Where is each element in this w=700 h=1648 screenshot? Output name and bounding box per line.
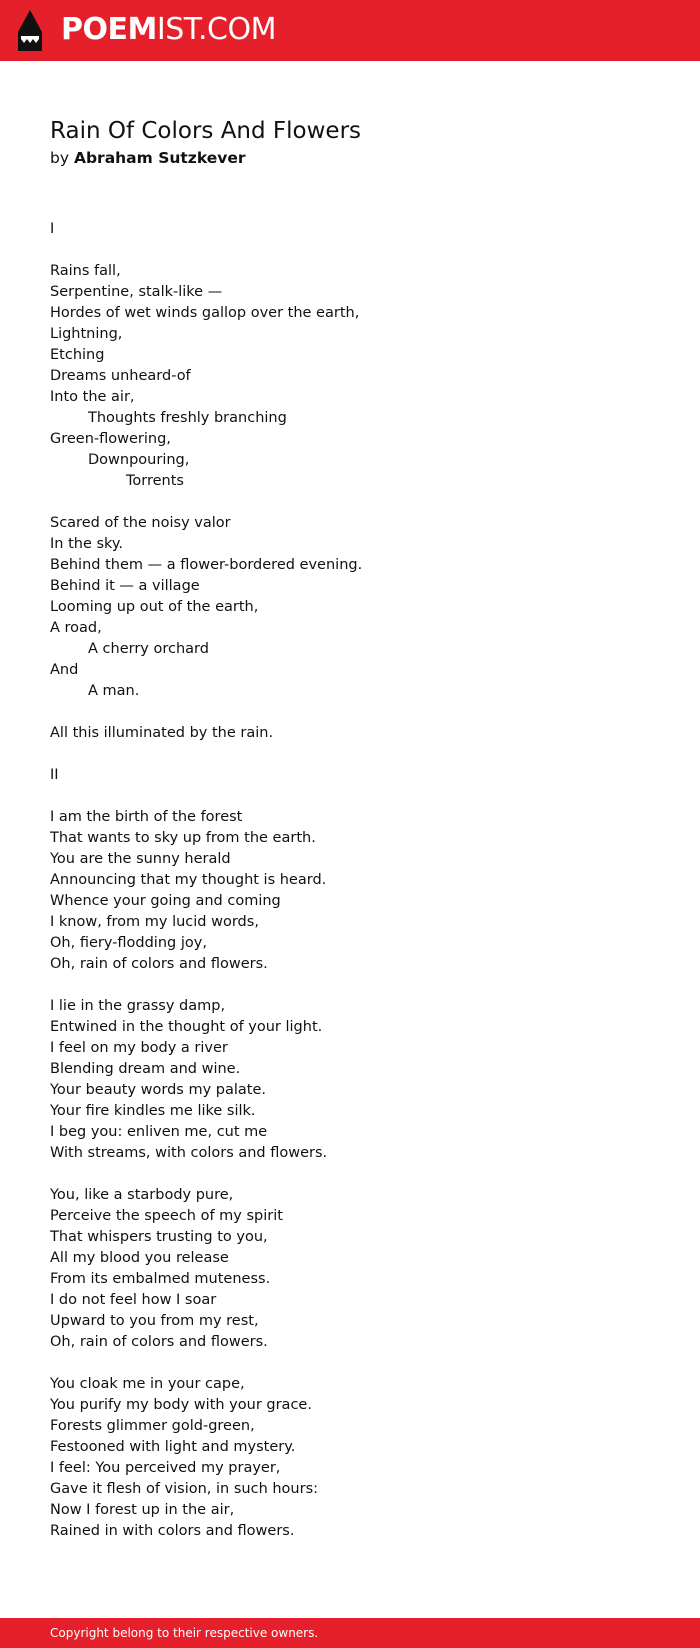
poem-line: From its embalmed muteness. xyxy=(50,1271,271,1287)
poem-line: Perceive the speech of my spirit xyxy=(50,1208,283,1224)
logo-bold-text: POEM xyxy=(61,12,157,47)
stanza-break xyxy=(50,702,650,723)
poem-line: That wants to sky up from the earth. xyxy=(50,830,316,846)
site-footer xyxy=(0,1618,700,1648)
poem-line: Behind it — a village xyxy=(50,578,200,594)
poem-line: All this illuminated by the rain. xyxy=(50,725,274,741)
poem-line: I know, from my lucid words, xyxy=(50,914,259,930)
poem-line: A cherry orchard xyxy=(88,641,209,657)
poem-line: I do not feel how I soar xyxy=(50,1292,217,1308)
poem-line: Hordes of wet winds gallop over the earth, xyxy=(50,305,360,321)
poem-line: Lightning, xyxy=(50,326,123,342)
poem-line: You, like a starbody pure, xyxy=(50,1187,234,1203)
poem-line: You cloak me in your cape, xyxy=(50,1376,245,1392)
poem-line: I feel: You perceived my prayer, xyxy=(50,1460,281,1476)
poem-line: Into the air, xyxy=(50,389,135,405)
poem-line: A man. xyxy=(88,683,140,699)
poem-line: Etching xyxy=(50,347,105,363)
stanza-break xyxy=(50,1353,650,1374)
poem-line: I am the birth of the forest xyxy=(50,809,243,825)
poem-line: Gave it flesh of vision, in such hours: xyxy=(50,1481,319,1497)
poem-line: Your fire kindles me like silk. xyxy=(50,1103,256,1119)
stanza-break xyxy=(50,975,650,996)
poem-title: Rain Of Colors And Flowers xyxy=(50,118,362,144)
stanza-break xyxy=(50,240,650,261)
poem-line: Behind them — a flower-bordered evening. xyxy=(50,557,363,573)
poem-line: With streams, with colors and flowers. xyxy=(50,1145,328,1161)
poem-line: Oh, rain of colors and flowers. xyxy=(50,1334,268,1350)
stanza-break xyxy=(50,492,650,513)
site-header xyxy=(0,0,700,61)
poem-line: Green-flowering, xyxy=(50,431,171,447)
poem-line: That whispers trusting to you, xyxy=(50,1229,268,1245)
poem-line: You purify my body with your grace. xyxy=(50,1397,312,1413)
stanza-break xyxy=(50,786,650,807)
poem-line: Oh, fiery-flodding joy, xyxy=(50,935,207,951)
poem-line: Scared of the noisy valor xyxy=(50,515,231,531)
poem-line: Torrents xyxy=(126,473,184,489)
poem-line: A road, xyxy=(50,620,102,636)
poem-line: II xyxy=(50,767,59,783)
poem-line: Your beauty words my palate. xyxy=(50,1082,266,1098)
poem-line: Serpentine, stalk-like — xyxy=(50,284,223,300)
poem-line: Dreams unheard-of xyxy=(50,368,191,384)
poem-line: Forests glimmer gold-green, xyxy=(50,1418,255,1434)
poem-line: Blending dream and wine. xyxy=(50,1061,241,1077)
poem-line: All my blood you release xyxy=(50,1250,229,1266)
copyright-notice: Copyright belong to their respective owners. xyxy=(50,1626,319,1640)
poem-line: Whence your going and coming xyxy=(50,893,281,909)
byline-prefix: by xyxy=(50,149,70,167)
poem-line: Rained in with colors and flowers. xyxy=(50,1523,295,1539)
pencil-tip-icon[interactable] xyxy=(18,10,42,51)
stanza-break xyxy=(50,1164,650,1185)
poem-body xyxy=(50,219,650,1542)
poem-line: Entwined in the thought of your light. xyxy=(50,1019,323,1035)
poem-line: You are the sunny herald xyxy=(50,851,231,867)
poem-line: In the sky. xyxy=(50,536,124,552)
poem-line: Upward to you from my rest, xyxy=(50,1313,259,1329)
poem-line: Now I forest up in the air, xyxy=(50,1502,235,1518)
poem-line: Oh, rain of colors and flowers. xyxy=(50,956,268,972)
site-logo-link[interactable] xyxy=(61,12,276,48)
poem-line: Rains fall, xyxy=(50,263,121,279)
poem-line: Downpouring, xyxy=(88,452,190,468)
author-name[interactable]: Abraham Sutzkever xyxy=(73,149,246,167)
poem-line: Festooned with light and mystery. xyxy=(50,1439,296,1455)
poem-line: Thoughts freshly branching xyxy=(88,410,287,426)
poem-line: I xyxy=(50,221,55,237)
logo-light-text: IST.COM xyxy=(156,12,276,47)
poem-line: Announcing that my thought is heard. xyxy=(50,872,327,888)
poem-byline xyxy=(50,147,245,169)
poem-line: And xyxy=(50,662,79,678)
poem-line: I feel on my body a river xyxy=(50,1040,228,1056)
poem-line: I beg you: enliven me, cut me xyxy=(50,1124,268,1140)
stanza-break xyxy=(50,744,650,765)
poem-line: Looming up out of the earth, xyxy=(50,599,259,615)
poem-line: I lie in the grassy damp, xyxy=(50,998,226,1014)
